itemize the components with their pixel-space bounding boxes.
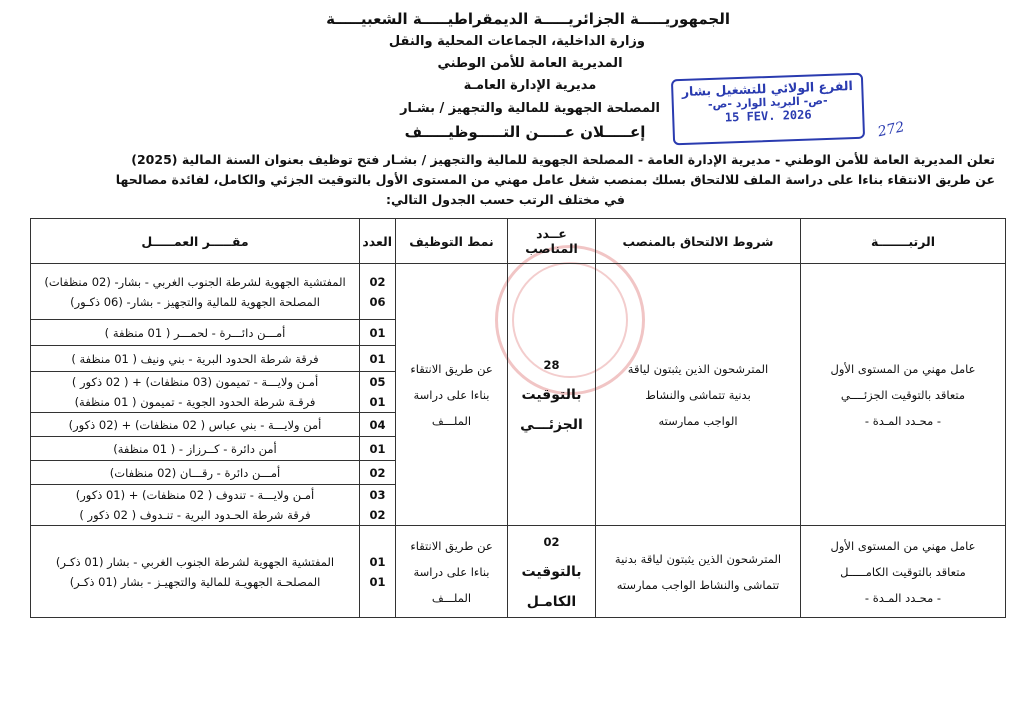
directorate-general-name: المديرية العامة للأمن الوطني bbox=[437, 56, 623, 71]
workplace-value: فرقة شرطة الحدود البرية - بني ونيف ( 01 منظفة ) bbox=[71, 351, 319, 366]
mode-line: الملـــف bbox=[431, 590, 472, 605]
workplace-value: أمن ولايـــة - بني عباس ( 02 منظفات) + (02 ذكور) bbox=[68, 417, 322, 432]
header-positions: عــدد المناصب bbox=[508, 219, 596, 264]
mode-line: بناءا على دراسة bbox=[413, 387, 490, 402]
number-value: 04 bbox=[369, 417, 386, 432]
workplace-cell bbox=[31, 461, 360, 485]
reception-stamp bbox=[671, 73, 907, 146]
mode-line: الملـــف bbox=[431, 413, 472, 428]
number-cell bbox=[360, 413, 396, 437]
rank-line: - محـدد المـدة - bbox=[864, 413, 942, 428]
number-cell bbox=[360, 485, 396, 526]
rank-line: - محـدد المـدة - bbox=[864, 590, 942, 605]
workplace-cell bbox=[31, 264, 360, 320]
workplace-value: أمن دائرة - كــرزاز - ( 01 منظفة) bbox=[113, 441, 277, 456]
number-cell bbox=[360, 526, 396, 618]
workplace-value: فرقة شرطة الحـدود البرية - تنـدوف ( 02 ذكور ) bbox=[79, 508, 311, 522]
number-value: 01 bbox=[369, 325, 386, 340]
mode-line: بناءا على دراسة bbox=[413, 564, 490, 579]
header-conditions: شروط الالتحاق بالمنصب bbox=[596, 219, 801, 264]
workplace-value: المصلحـة الجهويـة للمالية والتجهيـز - بشار (01 ذكـر) bbox=[69, 574, 321, 589]
rank-cell bbox=[801, 526, 1006, 618]
positions-line: 02 bbox=[543, 534, 560, 549]
number-value: 05 bbox=[369, 375, 386, 389]
number-value: 01 bbox=[369, 574, 386, 589]
conditions-cell bbox=[596, 526, 801, 618]
positions-line: الجزئـــي bbox=[520, 416, 583, 433]
number-value: 01 bbox=[369, 441, 386, 456]
conditions-line: تتماشى والنشاط الواجب ممارسته bbox=[616, 577, 780, 592]
positions-line: بالتوقيت bbox=[521, 563, 582, 580]
workplace-value: فرقـة شرطة الحدود الجوية - تميمون ( 01 منظفة) bbox=[74, 395, 316, 409]
header-mode: نمط التوظيف bbox=[396, 219, 508, 264]
rank-cell bbox=[801, 264, 1006, 526]
recruitment-table bbox=[30, 218, 1006, 618]
stamp-line-1: الفرع الولائي للتشغيل بشار bbox=[681, 78, 854, 99]
handwritten-number: 272 bbox=[876, 119, 907, 141]
stamp-line-2: -ص- البريد الوارد -ص- bbox=[707, 93, 828, 112]
workplace-value: المفتشية الجهوية لشرطة الجنوب الغربي - بشار- (02 منظفات) bbox=[44, 274, 346, 289]
number-cell bbox=[360, 461, 396, 485]
number-cell bbox=[360, 437, 396, 461]
table-body bbox=[31, 264, 1006, 618]
stamp-date: 15 FEV. 2026 bbox=[724, 107, 812, 125]
rank-line: متعاقد بالتوقيت الكامـــــل bbox=[840, 564, 966, 579]
number-value: 03 bbox=[369, 488, 386, 502]
number-value: 06 bbox=[369, 294, 386, 309]
number-value: 01 bbox=[369, 395, 386, 409]
mode-cell bbox=[396, 264, 508, 526]
positions-line: بالتوقيت bbox=[521, 386, 582, 403]
country-name: الجمهوريـــــة الجزائريـــــة الديمقراطيـــــة الشعبيـــــة bbox=[326, 10, 730, 28]
number-cell bbox=[360, 264, 396, 320]
workplace-value: المصلحة الجهوية للمالية والتجهيز - بشار- (06 ذكـور) bbox=[70, 294, 320, 309]
number-cell bbox=[360, 346, 396, 372]
workplace-cell bbox=[31, 346, 360, 372]
rank-line: عامل مهني من المستوى الأول bbox=[830, 361, 976, 376]
conditions-line: المترشحون الذين يثبتون لياقة بدنية bbox=[614, 551, 782, 566]
number-value: 02 bbox=[369, 508, 386, 522]
table-row bbox=[31, 526, 1006, 618]
positions-cell bbox=[508, 264, 596, 526]
mode-cell bbox=[396, 526, 508, 618]
mode-line: عن طريق الانتقاء bbox=[410, 361, 493, 376]
header-workplace: مقـــــر العمـــــل bbox=[31, 219, 360, 264]
rank-line: عامل مهني من المستوى الأول bbox=[830, 538, 976, 553]
ministry-name: وزارة الداخلية، الجماعات المحلية والنقل bbox=[388, 34, 645, 49]
number-cell bbox=[360, 372, 396, 413]
positions-cell bbox=[508, 526, 596, 618]
workplace-cell bbox=[31, 485, 360, 526]
intro-line-3: في مختلف الرتب حسب الجدول التالي: bbox=[385, 192, 625, 207]
conditions-cell bbox=[596, 264, 801, 526]
workplace-cell bbox=[31, 413, 360, 437]
conditions-line: بدنية تتماشى والنشاط bbox=[645, 387, 751, 402]
intro-line-2: عن طريق الانتقاء بناءا على دراسة الملف للالتحاق بسلك بمنصب شغل عامل مهني من المستوى الأول بالتوقيت الجزئي والكامل، لفائدة مصالحها bbox=[115, 172, 995, 187]
table-row bbox=[31, 264, 1006, 320]
conditions-line: المترشحون الذين يثبتون لياقة bbox=[627, 361, 769, 376]
workplace-cell bbox=[31, 320, 360, 346]
positions-line: الكامـل bbox=[526, 593, 577, 610]
workplace-value: أمـــن دائـــرة - لحمـــر ( 01 منظفة ) bbox=[104, 325, 286, 340]
number-value: 02 bbox=[369, 465, 386, 480]
mode-line: عن طريق الانتقاء bbox=[410, 538, 493, 553]
positions-line: 28 bbox=[543, 357, 560, 372]
number-value: 01 bbox=[369, 554, 386, 569]
directorate-name: مديرية الإدارة العامـة bbox=[463, 78, 597, 93]
number-value: 01 bbox=[369, 351, 386, 366]
conditions-line: الواجب ممارسته bbox=[658, 413, 738, 428]
workplace-value: أمـن ولايـــة - تميمون (03 منظفات) + ( 02 ذكور ) bbox=[71, 375, 319, 389]
header-rank: الرتبـــــــة bbox=[801, 219, 1006, 264]
intro-line-1: تعلن المديرية العامة للأمن الوطني - مديرية الإدارة العامة - المصلحة الجهوية للمالية والتجهيز / بشـار فتح توظيف بعنوان السنة المالية (2025) bbox=[131, 152, 995, 167]
header-number: العدد bbox=[360, 219, 396, 264]
workplace-cell bbox=[31, 372, 360, 413]
service-name: المصلحة الجهوية للمالية والتجهيز / بشـار bbox=[400, 101, 660, 116]
workplace-value: المفتشية الجهوية لشرطة الجنوب الغربي - بشار (01 ذكـر) bbox=[55, 554, 335, 569]
rank-line: متعاقد بالتوقيت الجزئــــي bbox=[840, 387, 966, 402]
workplace-value: أمـــن دائرة - رقـــان (02 منظفات) bbox=[109, 465, 281, 480]
workplace-cell bbox=[31, 526, 360, 618]
table-header-row bbox=[31, 219, 1006, 264]
number-value: 02 bbox=[369, 274, 386, 289]
announcement-title: إعـــــلان عـــــن التـــــوظيـــــف bbox=[404, 123, 646, 141]
workplace-value: أمـن ولايـــة - تندوف ( 02 منظفات) + (01 ذكور) bbox=[75, 488, 315, 502]
workplace-cell bbox=[31, 437, 360, 461]
number-cell bbox=[360, 320, 396, 346]
